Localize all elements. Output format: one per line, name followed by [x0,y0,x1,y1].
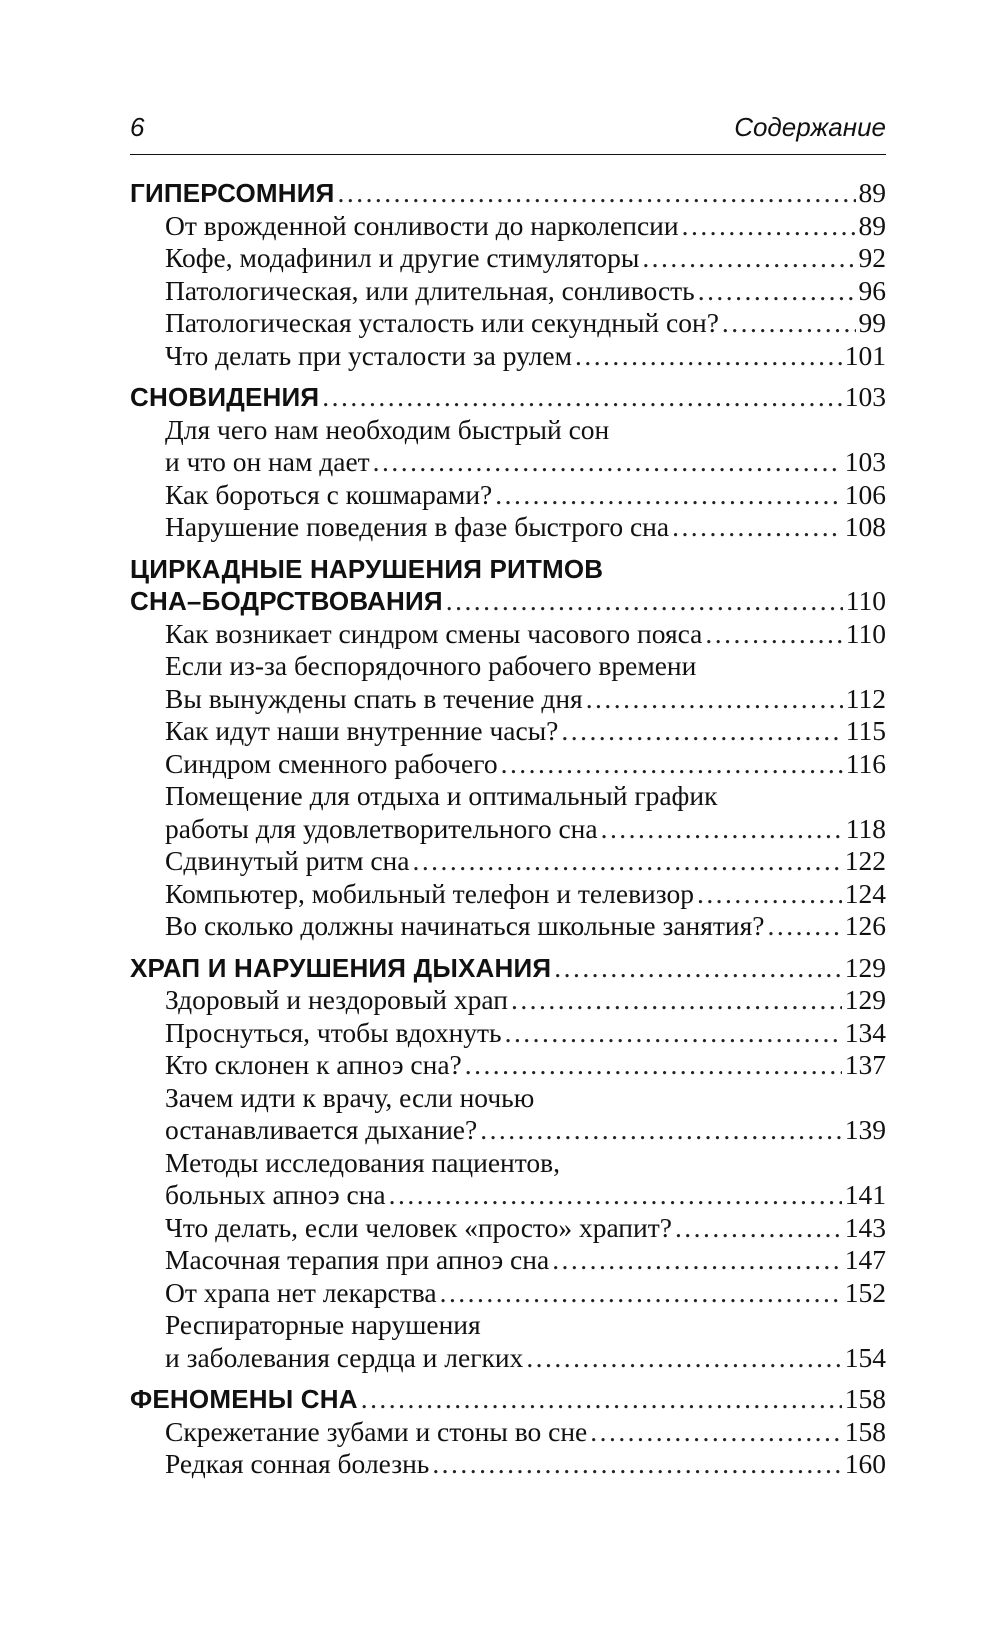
toc-entry[interactable] [130,275,886,308]
toc-entry-row [130,1448,886,1481]
toc-page-number: 158 [844,1415,886,1447]
toc-entry-row [130,1212,886,1245]
toc-page-number: 110 [845,617,886,649]
dot-leader [601,813,843,846]
toc-page-number: 112 [845,682,886,714]
table-of-contents [130,177,886,1481]
toc-page-number: 124 [844,877,886,909]
toc-entry-line: Зачем идти к врачу, если ночью [165,1081,535,1113]
toc-page-number: 116 [845,747,886,779]
toc-entry-row [130,1049,886,1082]
toc-entry-row [130,479,886,512]
toc-entry-title: Здоровый и нездоровый храп [165,984,508,1015]
toc-heading-title: СНА–БОДРСТВОВАНИЯ [130,586,443,616]
dot-leader [338,177,856,210]
toc-entry[interactable] [130,650,886,715]
toc-entry-line: Для чего нам необходим быстрый сон [165,413,610,445]
dot-leader [722,307,856,340]
toc-entry-row [130,984,886,1017]
dot-leader [682,210,856,243]
toc-entry-title: Что делать, если человек «просто» храпит? [165,1211,672,1243]
toc-section-heading[interactable] [130,381,886,414]
dot-leader [322,381,841,414]
dot-leader [526,1342,841,1375]
toc-entry-row [130,878,886,911]
toc-entry-title: Кофе, модафинил и другие стимуляторы [165,242,640,273]
toc-entry[interactable] [130,1017,886,1050]
toc-page-number: 134 [844,1016,886,1048]
toc-section-heading[interactable] [130,952,886,985]
dot-leader [465,1049,842,1082]
toc-entry[interactable] [130,1212,886,1245]
toc-entry[interactable] [130,1147,886,1212]
toc-page-number: 103 [844,381,886,412]
toc-page-number: 129 [844,984,886,1015]
dot-leader [705,618,842,651]
toc-entry-title: Синдром сменного рабочего [165,747,498,779]
toc-entry-row [130,340,886,373]
toc-heading-title: ФЕНОМЕНЫ СНА [130,1384,358,1414]
toc-entry-title: останавливается дыхание? [165,1114,478,1145]
toc-entry-title: Как идут наши внутренние часы? [165,715,559,746]
dot-leader [440,1277,842,1310]
toc-page-number: 147 [844,1244,886,1275]
toc-section-heading[interactable] [130,585,886,618]
toc-entry-row [130,1114,886,1147]
toc-page-number: 141 [844,1179,886,1210]
dot-leader [561,715,842,748]
toc-entry-row [130,813,886,846]
toc-page-number: 160 [844,1448,886,1479]
toc-entry-line: Помещение для отдыха и оптимальный график [165,780,718,811]
toc-heading-title: ГИПЕРСОМНИЯ [130,178,335,208]
toc-entry[interactable] [130,1049,886,1082]
toc-entry-title: Что делать при усталости за рулем [165,339,572,371]
dot-leader [361,1383,842,1416]
dot-leader [446,585,843,618]
dot-leader [768,910,842,943]
book-page [130,112,886,1481]
toc-entry-title: Скрежетание зубами и стоны во сне [165,1415,588,1447]
toc-entry-title: Компьютер, мобильный телефон и телевизор [165,877,694,909]
toc-page-number: 154 [844,1341,886,1373]
toc-entry-row [130,307,886,340]
toc-entry-row [130,1416,886,1449]
toc-entry-row [130,910,886,943]
toc-entry[interactable] [130,1416,886,1449]
dot-leader [412,845,841,878]
toc-page-number: 92 [858,242,886,273]
toc-entry-row [130,748,886,781]
toc-entry-row [130,446,886,479]
toc-section [130,1383,886,1481]
dot-leader [675,1212,842,1245]
dot-leader [698,275,856,308]
toc-page-number: 126 [844,910,886,941]
toc-entry-row [130,1277,886,1310]
toc-entry[interactable] [130,878,886,911]
toc-entry-title: Сдвинутый ритм сна [165,845,410,876]
dot-leader [575,340,842,373]
toc-entry-row [130,511,886,544]
toc-entry-line: Если из-за беспорядочного рабочего времени [165,650,697,681]
toc-entry[interactable] [130,1309,886,1374]
toc-section-heading-line: ЦИРКАДНЫЕ НАРУШЕНИЯ РИТМОВ [130,553,604,584]
dot-leader [697,878,842,911]
toc-page-number: 122 [844,845,886,876]
toc-section [130,952,886,1375]
toc-entry[interactable] [130,748,886,781]
dot-leader [373,446,842,479]
toc-entry[interactable] [130,1277,886,1310]
toc-entry-row [130,275,886,308]
toc-section [130,381,886,544]
toc-entry-row [130,618,886,651]
toc-section-heading[interactable] [130,177,886,210]
toc-entry-title: Как бороться с кошмарами? [165,478,493,510]
toc-entry[interactable] [130,715,886,748]
toc-page-number: 118 [845,812,886,844]
toc-page-number: 89 [858,177,886,208]
toc-page-number: 158 [844,1383,886,1414]
page-number: 6 [130,112,145,142]
toc-entry-title: Как возникает синдром смены часового пояса [165,617,703,649]
toc-entry[interactable] [130,845,886,878]
toc-heading-title: СНОВИДЕНИЯ [130,382,320,412]
toc-entry-title: Нарушение поведения в фазе быстрого сна [165,511,670,542]
toc-entry-line: Методы исследования пациентов, [165,1146,561,1178]
toc-section [130,553,886,943]
dot-leader [642,242,855,275]
toc-entry[interactable] [130,1448,886,1481]
dot-leader [552,1244,842,1277]
toc-entry[interactable] [130,910,886,943]
toc-entry-row [130,683,886,716]
toc-heading-title: ХРАП И НАРУШЕНИЯ ДЫХАНИЯ [130,952,552,983]
toc-entry-row [130,210,886,243]
toc-entry[interactable] [130,307,886,340]
toc-section-heading[interactable] [130,1383,886,1416]
dot-leader [511,984,842,1017]
toc-entry-title: Проснуться, чтобы вдохнуть [165,1016,502,1048]
toc-page-number: 129 [844,951,886,983]
toc-page-number: 99 [858,307,886,338]
toc-entry-title: Патологическая усталость или секундный сон? [165,307,719,338]
toc-entry-title: Масочная терапия при апноэ сна [165,1244,550,1275]
running-head-title: Содержание [734,112,886,142]
toc-page-number: 106 [844,478,886,510]
toc-entry-title: Во сколько должны начинаться школьные занятия? [165,910,765,941]
dot-leader [505,1017,842,1050]
toc-entry-row [130,845,886,878]
toc-entry[interactable] [130,414,886,479]
toc-page-number: 110 [845,585,886,616]
toc-entry-title: Вы вынуждены спать в течение дня [165,682,583,714]
toc-page-number: 89 [858,209,886,241]
toc-entry-row [130,1179,886,1212]
toc-entry[interactable] [130,780,886,845]
toc-page-number: 152 [844,1276,886,1308]
running-head [130,112,886,155]
toc-entry[interactable] [130,479,886,512]
toc-entry[interactable] [130,242,886,275]
toc-entry-row [130,715,886,748]
toc-page-number: 108 [844,511,886,542]
toc-page-number: 143 [844,1211,886,1243]
toc-entry-line: Респираторные нарушения [165,1309,481,1340]
toc-entry-title: Патологическая, или длительная, сонливость [165,274,695,306]
dot-leader [432,1448,841,1481]
toc-entry-row [130,1017,886,1050]
toc-section [130,177,886,372]
toc-entry-title: От врожденной сонливости до нарколепсии [165,209,679,241]
dot-leader [586,683,843,716]
toc-entry-title: Кто склонен к апноэ сна? [165,1049,462,1080]
toc-entry-title: и что он нам дает [165,446,370,477]
toc-page-number: 137 [844,1049,886,1080]
toc-page-number: 115 [845,715,886,746]
toc-entry-title: и заболевания сердца и легких [165,1341,524,1373]
dot-leader [389,1179,842,1212]
toc-entry-row [130,1244,886,1277]
toc-entry-title: работы для удовлетворительного сна [165,812,598,844]
toc-entry-row [130,242,886,275]
toc-entry[interactable] [130,618,886,651]
toc-entry[interactable] [130,210,886,243]
toc-entry[interactable] [130,1082,886,1147]
dot-leader [480,1114,842,1147]
dot-leader [554,952,841,985]
toc-page-number: 96 [858,274,886,306]
toc-entry-row [130,1342,886,1375]
toc-entry[interactable] [130,1244,886,1277]
toc-entry[interactable] [130,984,886,1017]
toc-entry[interactable] [130,511,886,544]
toc-page-number: 103 [844,446,886,477]
dot-leader [590,1416,841,1449]
toc-page-number: 139 [844,1114,886,1145]
toc-entry-title: больных апноэ сна [165,1179,386,1210]
toc-page-number: 101 [844,339,886,371]
toc-entry-title: От храпа нет лекарства [165,1276,437,1308]
dot-leader [495,479,841,512]
toc-entry[interactable] [130,340,886,373]
dot-leader [672,511,842,544]
dot-leader [501,748,843,781]
toc-entry-title: Редкая сонная болезнь [165,1448,430,1479]
